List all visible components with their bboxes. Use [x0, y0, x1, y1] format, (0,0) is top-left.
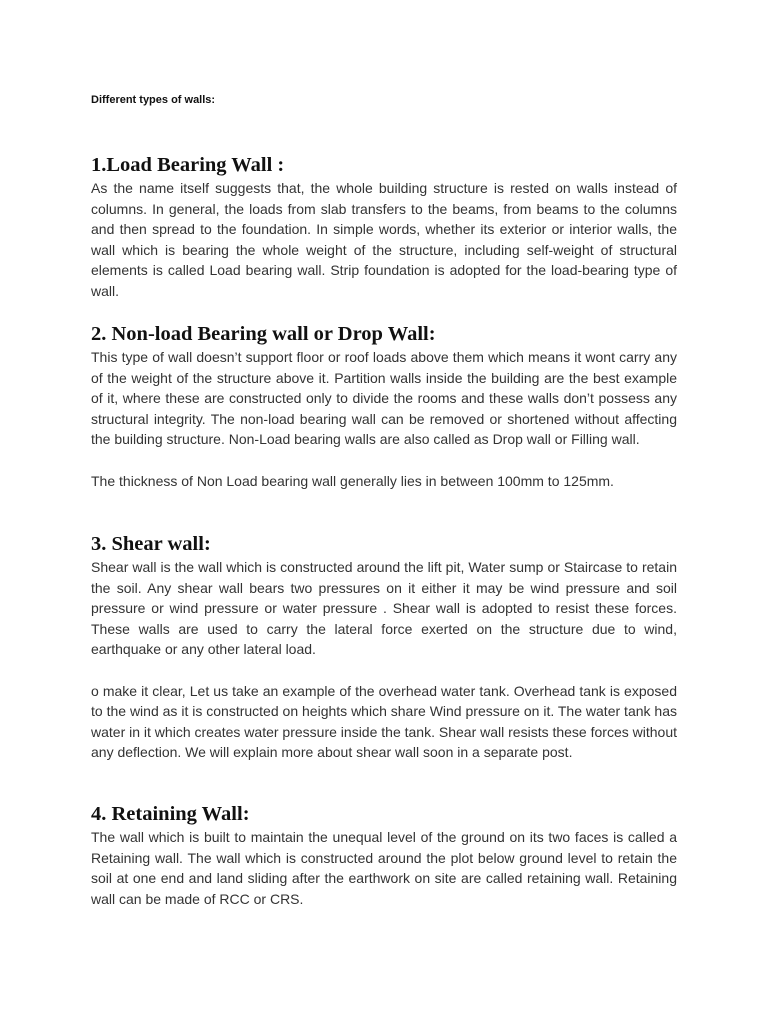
section-paragraph: This type of wall doesn’t support floor or roof loads above them which means it wont carry any of the weight of the structure above it. Partition walls inside the building are the best example of it, where these are constructed only to divide the rooms and these walls don’t possess any structural integrity. The non-load bearing wall can be removed or shortened without affecting the building structure. Non-Load bearing walls are also called as Drop wall or Filling wall.	[91, 349, 677, 448]
section-heading: 1.Load Bearing Wall :	[91, 154, 285, 176]
document-title: Different types of walls:	[91, 94, 216, 106]
section-paragraph: o make it clear, Let us take an example of the overhead water tank. Overhead tank is exposed to the wind as it is constructed on heights which share Wind pressure on it. The water tank has water in it which creates water pressure inside the tank. Shear wall resists these forces without any deflection. We will explain more about shear wall soon in a separate post.	[91, 682, 677, 761]
section-retaining-wall	[91, 801, 677, 909]
section-heading: 4. Retaining Wall:	[91, 803, 250, 825]
section-shear-wall	[91, 531, 677, 763]
section-paragraph: The wall which is built to maintain the unequal level of the ground on its two faces is called a Retaining wall. The wall which is constructed around the plot below ground level to retain the soil at one end and land sliding after the earthwork on site are called retaining wall. Retaining wall can be made of RCC or CRS.	[91, 829, 677, 907]
section-paragraph: As the name itself suggests that, the whole building structure is rested on walls instead of columns. In general, the loads from slab transfers to the beams, from beams to the columns and then spread to the foundation. In simple words, whether its exterior or interior walls, the wall which is bearing the whole weight of the structure, including self-weight of structural elements is called Load bearing wall. Strip foundation is adopted for the load-bearing type of wall.	[91, 180, 677, 299]
section-heading: 3. Shear wall:	[91, 533, 211, 555]
section-paragraph: Shear wall is the wall which is constructed around the lift pit, Water sump or Staircase to retain the soil. Any shear wall bears two pressures on it either it may be wind pressure and soil pressure or wind pressure or water pressure . Shear wall is adopted to resist these forces. These walls are used to carry the lateral force exerted on the structure due to wind, earthquake or any other lateral load.	[91, 559, 677, 658]
section-heading: 2. Non-load Bearing wall or Drop Wall:	[91, 323, 436, 345]
section-load-bearing-wall	[91, 152, 677, 302]
section-paragraph: The thickness of Non Load bearing wall generally lies in between 100mm to 125mm.	[91, 472, 614, 489]
section-non-load-bearing-wall	[91, 321, 677, 491]
